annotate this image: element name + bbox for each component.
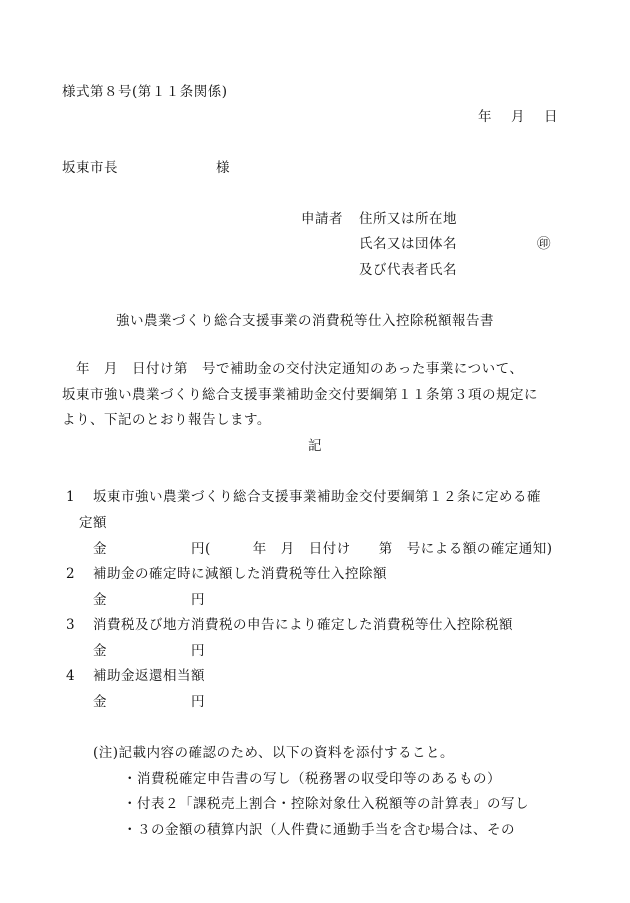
item-1-number: 1 <box>66 489 76 505</box>
applicant-label: 申請者 <box>301 211 343 227</box>
body-line-1: 年 月 日付け第 号で補助金の交付決定通知のあった事業について、 <box>62 361 524 377</box>
item-4-amount-line: 金 円 <box>93 694 205 710</box>
item-3-amount-line: 金 円 <box>93 643 205 659</box>
item-4-label: 補助金返還相当額 <box>93 668 205 684</box>
body-line-2: 坂東市強い農業づくり総合支援事業補助金交付要綱第１１条第３項の規定に <box>62 387 538 403</box>
note-bullet-1: ・消費税確定申告書の写し（税務署の収受印等のあるもの） <box>123 771 501 787</box>
address-label: 住所又は所在地 <box>359 211 457 227</box>
item-2-label: 補助金の確定時に減額した消費税等仕入控除額 <box>93 566 387 582</box>
item-3-number: 3 <box>66 617 76 633</box>
date-line: 年 月 日 <box>478 109 561 125</box>
item-3-label: 消費税及び地方消費税の申告により確定した消費税等仕入控除税額 <box>93 617 513 633</box>
body-line-3: より、下記のとおり報告します。 <box>62 412 271 428</box>
item-1-label-line-1: 坂東市強い農業づくり総合支援事業補助金交付要綱第１２条に定める確 <box>93 489 541 505</box>
seal-mark: ㊞ <box>537 236 551 252</box>
item-4-number: 4 <box>66 668 76 684</box>
ki-marker: 記 <box>308 438 322 454</box>
item-2-number: 2 <box>66 566 76 582</box>
name-label: 氏名又は団体名 <box>359 236 457 252</box>
item-1-amount-line: 金 円( 年 月 日付け 第 号による額の確定通知) <box>93 541 553 557</box>
addressee: 坂東市長 様 <box>62 160 230 176</box>
item-1-label-line-2: 定額 <box>79 515 107 531</box>
note-bullet-2: ・付表２「課税売上割合・控除対象仕入税額等の計算表」の写し <box>123 796 529 812</box>
note-heading: (注)記載内容の確認のため、以下の資料を添付すること。 <box>93 745 454 761</box>
form-number: 様式第８号(第１１条関係) <box>62 84 228 100</box>
document-title: 強い農業づくり総合支援事業の消費税等仕入控除税額報告書 <box>116 313 494 329</box>
representative-label: 及び代表者氏名 <box>359 262 457 278</box>
item-2-amount-line: 金 円 <box>93 592 205 608</box>
note-bullet-3: ・３の金額の積算内訳（人件費に通勤手当を含む場合は、その <box>123 822 515 838</box>
